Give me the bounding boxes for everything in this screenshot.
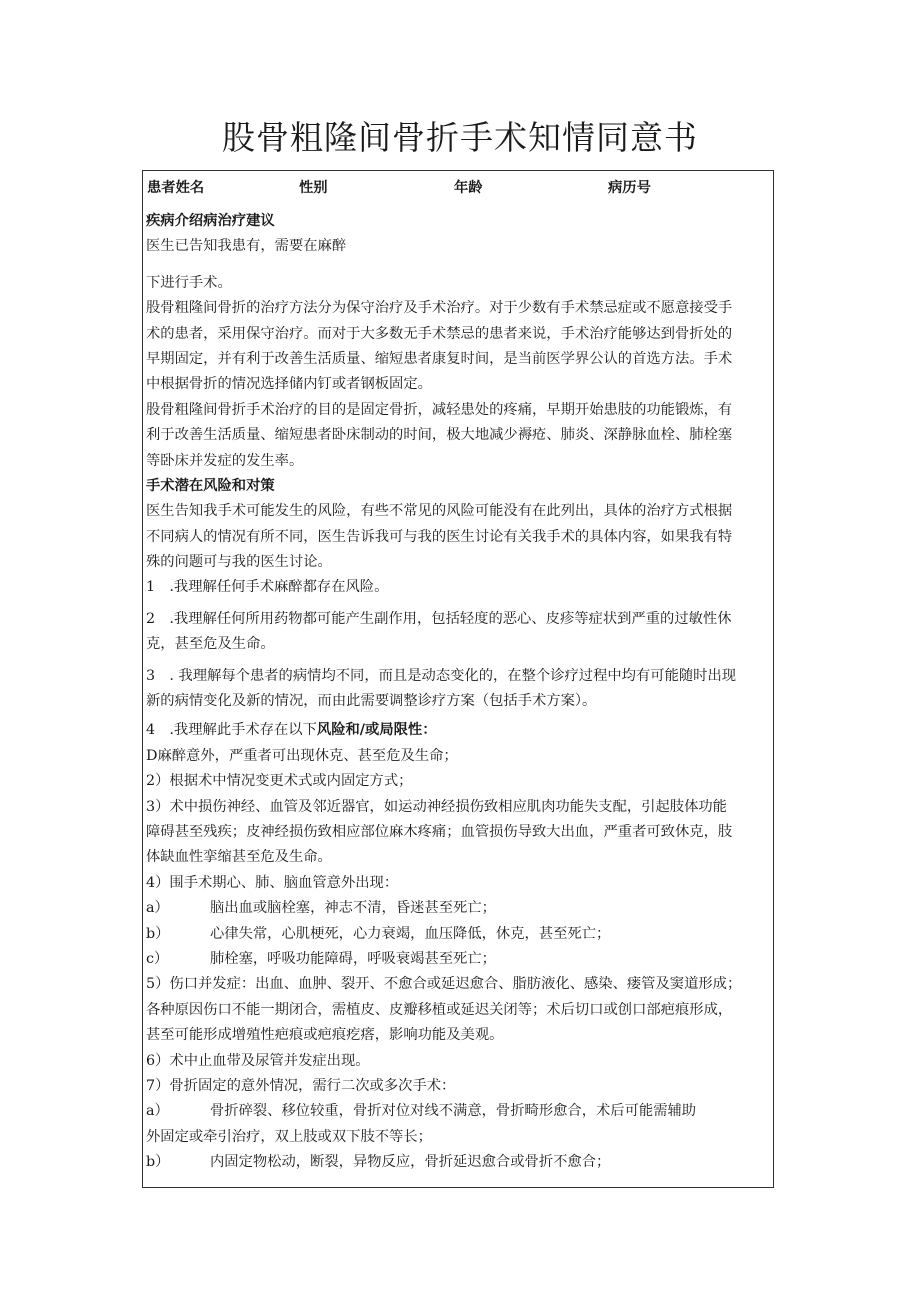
item4-text: 4 .我理解此手术存在以下 bbox=[146, 722, 317, 739]
numbered-item: 新的病情变化及新的情况，而由此需要调整诊疗方案（包括手术方案）。 bbox=[146, 693, 597, 710]
subitem-label: a） bbox=[146, 900, 169, 917]
risk-line: 7）骨折固定的意外情况，需行二次或多次手术： bbox=[146, 1077, 456, 1094]
record-number-label: 病历号 bbox=[608, 180, 651, 196]
subitem-label: b） bbox=[146, 925, 170, 942]
paragraph-line: 股骨粗隆间骨折的治疗方法分为保守治疗及手术治疗。对于少数有手术禁忌症或不愿意接受手 bbox=[146, 300, 733, 317]
paragraph-line: 早期固定，并有利于改善生活质量、缩短患者康复时间，是当前医学界公认的首选方法。手术 bbox=[146, 350, 733, 367]
intro-line: 医生已告知我患有，需要在麻醉 bbox=[146, 238, 347, 255]
paragraph-line: 不同病人的情况有所不同，医生告诉我可与我的医生讨论有关我手术的具体内容，如果我有特 bbox=[146, 528, 733, 545]
risk-subitem bbox=[146, 1150, 774, 1175]
intro-heading: 疾病介绍病治疗建议 bbox=[146, 213, 275, 229]
paragraph-line: 等卧床并发症的发生率。 bbox=[146, 452, 304, 469]
form-content bbox=[146, 171, 774, 1175]
risk-subitem bbox=[146, 947, 774, 972]
subitem-text: 肺栓塞，呼吸功能障碍，呼吸衰竭甚至死亡； bbox=[210, 950, 496, 967]
numbered-item: 3 . 我理解每个患者的病情均不同，而且是动态变化的，在整个诊疗过程中均有可能随时出现 bbox=[146, 667, 737, 684]
risk-line: 5）伤口并发症：出血、血肿、裂开、不愈合或延迟愈合、脂肪液化、感染、瘘管及窦道形成； bbox=[146, 976, 742, 993]
paragraph-line: 中根据骨折的情况选择储内钉或者钢板固定。 bbox=[146, 376, 432, 393]
subitem-text: 骨折碎裂、移位较重，骨折对位对线不满意，骨折畸形愈合，术后可能需辅助 bbox=[210, 1103, 697, 1120]
subitem-text: 内固定物松动，断裂，异物反应，骨折延迟愈合或骨折不愈合； bbox=[210, 1154, 611, 1171]
numbered-item: 2 .我理解任何所用药物都可能产生副作用，包括轻度的恶心、皮疹等症状到严重的过敏性休 bbox=[146, 610, 732, 627]
risk-line: 各种原因伤口不能一期闭合，需植皮、皮瓣移植或延迟关闭等；术后切口或创口部疤痕形成， bbox=[146, 1001, 733, 1018]
risk-subitem bbox=[146, 922, 774, 947]
risk-subitem bbox=[146, 896, 774, 921]
document-title: 股骨粗隆间骨折手术知情同意书 bbox=[222, 118, 698, 157]
risk-subitem bbox=[146, 1099, 774, 1124]
subitem-label: c） bbox=[146, 950, 169, 967]
age-label: 年龄 bbox=[454, 180, 483, 196]
subitem-text: 脑出血或脑栓塞，神志不清，昏迷甚至死亡； bbox=[210, 900, 496, 917]
numbered-item: 1 .我理解任何手术麻醉都存在风险。 bbox=[146, 579, 389, 596]
risk-line: 4）围手术期心、肺、脑血管意外出现： bbox=[146, 874, 399, 891]
subitem-label: b） bbox=[146, 1154, 170, 1171]
patient-name-label: 患者姓名 bbox=[147, 180, 205, 196]
sex-label: 性别 bbox=[299, 180, 328, 196]
item4-bold-text: 风险和/或局限性： bbox=[316, 722, 437, 739]
numbered-item bbox=[146, 718, 774, 743]
risk-heading: 手术潜在风险和对策 bbox=[146, 477, 275, 494]
patient-info-row bbox=[146, 171, 774, 203]
risk-subitem-continuation: 外固定或牵引治疗，双上肢或双下肢不等长； bbox=[146, 1128, 432, 1145]
risk-line: D麻醉意外，严重者可出现休克、甚至危及生命； bbox=[146, 747, 458, 764]
risk-line: 3）术中损伤神经、血管及邻近器官，如运动神经损伤致相应肌肉功能失支配，引起肢体功能 bbox=[146, 798, 727, 815]
risk-line: 障碍甚至残疾；皮神经损伤致相应部位麻木疼痛；血管损伤导致大出血，严重者可致休克，肢 bbox=[146, 823, 733, 840]
numbered-item: 克，甚至危及生命。 bbox=[146, 636, 275, 653]
consent-form-frame bbox=[142, 170, 774, 1188]
paragraph-line: 术的患者，采用保守治疗。而对于大多数无手术禁忌的患者来说，手术治疗能够达到骨折处的 bbox=[146, 325, 733, 342]
intro-line: 下进行手术。 bbox=[146, 274, 232, 291]
paragraph-line: 医生告知我手术可能发生的风险，有些不常见的风险可能没有在此列出，具体的治疗方式根据 bbox=[146, 503, 733, 520]
risk-line: 6）术中止血带及尿管并发症出现。 bbox=[146, 1052, 370, 1069]
risk-line: 体缺血性挛缩甚至危及生命。 bbox=[146, 849, 332, 866]
paragraph-line: 股骨粗隆间骨折手术治疗的目的是固定骨折，减轻患处的疼痛，早期开始患肢的功能锻炼，有 bbox=[146, 401, 733, 418]
paragraph-line: 殊的问题可与我的医生讨论。 bbox=[146, 554, 332, 571]
risk-line: 甚至可能形成增殖性疤痕或疤痕疙瘩，影响功能及美观。 bbox=[146, 1027, 504, 1044]
subitem-text: 心律失常，心肌梗死，心力衰竭，血压降低，休克，甚至死亡； bbox=[210, 925, 611, 942]
risk-line: 2）根据术中情况变更术式或内固定方式； bbox=[146, 773, 413, 790]
subitem-label: a） bbox=[146, 1103, 169, 1120]
paragraph-line: 利于改善生活质量、缩短患者卧床制动的时间，极大地减少褥疮、肺炎、深静脉血栓、肺栓塞 bbox=[146, 427, 733, 444]
